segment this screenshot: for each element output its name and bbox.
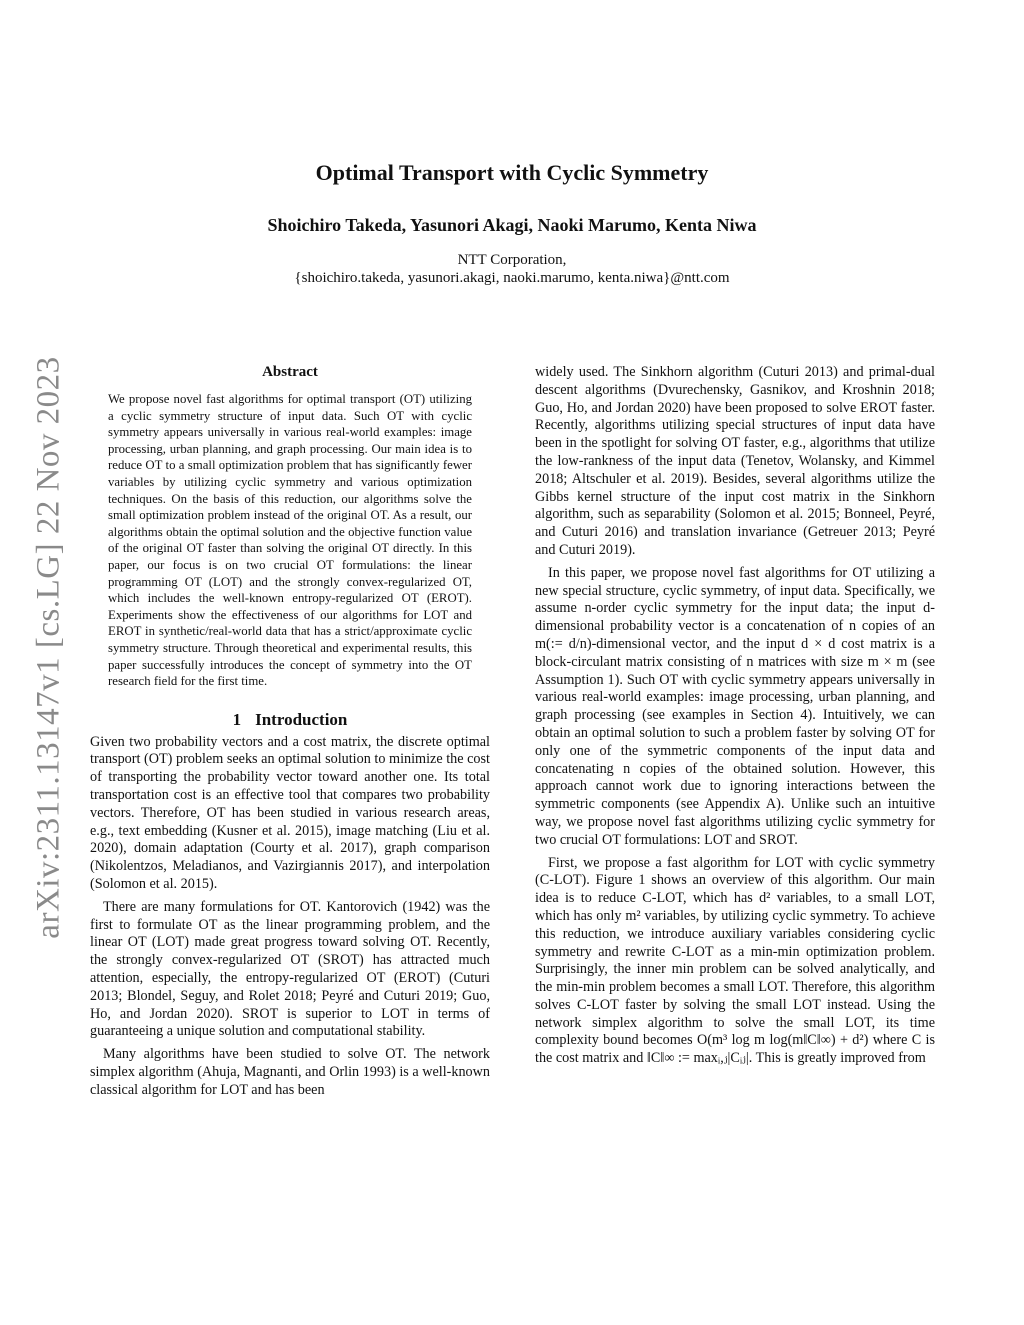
author-list: Shoichiro Takeda, Yasunori Akagi, Naoki Marumo, Kenta Niwa	[267, 215, 757, 235]
intro-paragraph-1: Given two probability vectors and a cost matrix, the discrete optimal transport (OT) problem seeks an optimal solution to minimize the cost of transporting the probability vector toward another one. Its total transportation cost is an effective tool that compares two probability vectors. Therefore, OT has been studied in various research areas, e.g., text embedding (Kusner et al. 2015), image matching (Liu et al. 2020), domain adaptation (Courty et al. 2017), graph comparison (Nikolentzos, Meladianos, and Vazirgiannis 2017), and interpolation (Solomon et al. 2015).	[90, 733, 490, 893]
intro-paragraph-4: In this paper, we propose novel fast algorithms for OT utilizing a new special structure, cyclic symmetry, of input data. Specifically, we assume n-order cyclic symmetry for the input data; the input d-dimensional probability vector is a concatenation of n copies of an m(:= d/n)-dimensional vector, and the input d × d cost matrix is a block-circulant matrix consisting of n matrices with size m × m (see Assumption 1). Such OT with cyclic symmetry appears universally in various real-world examples: image processing, urban planning, and graph processing (see examples in Section 4). Intuitively, we can obtain an optimal solution to such a problem faster by solving OT for only one of the symmetric components of the input data and concatenating n copies of the obtained solution. However, this approach cannot work due to ignoring interactions between the symmetric components (see Appendix A). Unlike such an intuitive way, we propose novel fast algorithms utilizing cyclic symmetry for two crucial OT formulations: LOT and SROT.	[535, 564, 935, 848]
right-column	[535, 364, 935, 1068]
arxiv-identifier: arXiv:2311.13147v1 [cs.LG] 22 Nov 2023	[30, 355, 67, 939]
section-title: Introduction	[255, 709, 348, 729]
section-heading-introduction	[90, 710, 490, 730]
section-number: 1	[232, 709, 242, 729]
affiliation-block	[0, 251, 1024, 287]
intro-paragraph-3: Many algorithms have been studied to solve OT. The network simplex algorithm (Ahuja, Magnanti, and Orlin 1993) is a well-known classical algorithm for LOT and has been	[90, 1046, 490, 1098]
intro-paragraph-2: There are many formulations for OT. Kantorovich (1942) was the first to formulate OT as the linear programming problem, and the linear OT (LOT) made great progress toward solving OT. Recently, the strongly convex-regularized OT (SROT) has attracted much attention, especially, the entropy-regularized OT (EROT) (Cuturi 2013; Blondel, Seguy, and Rolet 2018; Peyré and Cuturi 2019; Guo, Ho, and Jordan 2020). SROT is superior to LOT in terms of guaranteeing a unique solution and computational stability.	[90, 898, 490, 1040]
left-column	[90, 364, 490, 1100]
author-emails: {shoichiro.takeda, yasunori.akagi, naoki.marumo, kenta.niwa}@ntt.com	[294, 270, 730, 286]
paper-title: Optimal Transport with Cyclic Symmetry	[315, 160, 709, 185]
intro-paragraph-5: First, we propose a fast algorithm for LOT with cyclic symmetry (C-LOT). Figure 1 shows an overview of this algorithm. Our main idea is to reduce C-LOT, which has d² variables, to a small LOT, which has only m² variables, by utilizing cyclic symmetry. To achieve this reduction, we introduce auxiliary variables considering cyclic symmetry and rewrite C-LOT as a min-min optimization problem. Surprisingly, the inner min problem can be solved analytically, and the min-min problem becomes a small LOT. Therefore, this algorithm solves C-LOT faster by solving the small LOT instead. Using the network simplex algorithm to solve the small LOT, its time complexity bound becomes O(m³ log m log(m‖C‖∞) + d²) where C is the cost matrix and ‖C‖∞ := maxᵢ,ⱼ|Cᵢⱼ|. This is greatly improved from	[535, 854, 935, 1067]
arxiv-identifier-sidebar	[28, 352, 70, 942]
intro-paragraph-3-continued: widely used. The Sinkhorn algorithm (Cuturi 2013) and primal-dual descent algorithms (Dvurechensky, Gasnikov, and Kroshnin 2018; Guo, Ho, and Jordan 2020) have been proposed to solve EROT faster. Recently, algorithms utilizing special structures of input data have been in the spotlight for solving OT faster, e.g., algorithms that utilize the low-rankness of the input data (Tenetov, Wolansky, and Kimmel 2018; Altschuler et al. 2019). Besides, several algorithms utilize the Gibbs kernel structure of the input cost matrix in the Sinkhorn algorithm, such as separability (Solomon et al. 2015; Bonneel, Peyré, and Cuturi 2016) and translation invariance (Getreuer 2013; Peyré and Cuturi 2019).	[535, 364, 935, 558]
abstract-text: We propose novel fast algorithms for optimal transport (OT) utilizing a cyclic symmetry structure of input data. Such OT with cyclic symmetry appears universally in various real-world examples: image processing, urban planning, and graph processing. Our main idea is to reduce OT to a small optimization problem that has significantly fewer variables by utilizing cyclic symmetry and various optimization techniques. On the basis of this reduction, our algorithms solve the small optimization problem instead of the original OT. As a result, our algorithms obtain the optimal solution and the objective function value of the original OT faster than solving the original OT directly. In this paper, our focus is on two crucial OT formulations: the linear programming OT (LOT) and the strongly convex-regularized OT, which includes the well-known entropy-regularized OT (EROT). Experiments show the effectiveness of our algorithms for LOT and EROT in synthetic/real-world data that has a strict/approximate cyclic symmetry structure. Through theoretical and experimental results, this paper successfully introduces the concept of symmetry into the OT research field for the first time.	[108, 392, 472, 689]
abstract-heading: Abstract	[262, 364, 318, 380]
affiliation: NTT Corporation,	[457, 252, 567, 268]
